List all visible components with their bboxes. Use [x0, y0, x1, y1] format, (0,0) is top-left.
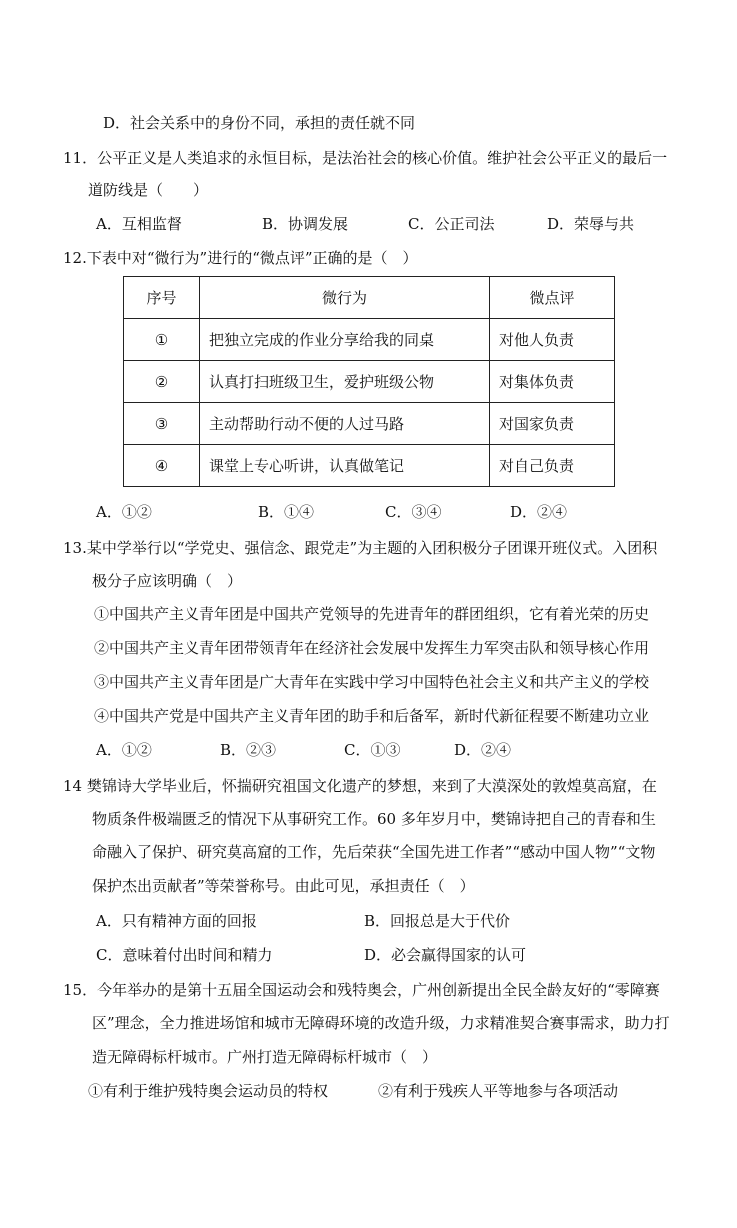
- q11-stem-line1: 11．公平正义是人类追求的永恒目标，是法治社会的核心价值。维护社会公平正义的最后一: [63, 149, 668, 167]
- q14-option-a: A．只有精神方面的回报: [96, 912, 257, 930]
- q12-table: [123, 276, 615, 487]
- table-cell-comment: 对国家负责: [490, 403, 615, 445]
- q13-statement-3: ③中国共产主义青年团是广大青年在实践中学习中国特色社会主义和共产主义的学校: [94, 673, 650, 691]
- q11-option-b: B．协调发展: [262, 215, 349, 233]
- q14-options-row1: [96, 911, 510, 931]
- table-row: [124, 361, 615, 403]
- q11-option-d: D．荣辱与共: [547, 215, 635, 233]
- q13-option-b: B．②③: [220, 741, 277, 759]
- table-row: [124, 319, 615, 361]
- q15-statements: [88, 1081, 618, 1101]
- q14-stem-line2: 物质条件极端匮乏的情况下从事研究工作。60 多年岁月中，樊锦诗把自己的青春和生: [92, 810, 656, 828]
- q11-options: [96, 214, 634, 234]
- q12-options: [96, 502, 567, 522]
- table-cell-number: ③: [124, 403, 200, 445]
- table-header-cell: 序号: [124, 277, 200, 319]
- q14-option-d: D．必会赢得国家的认可: [364, 946, 527, 964]
- table-cell-comment: 对他人负责: [490, 319, 615, 361]
- q13-options: [96, 740, 511, 760]
- q14-stem-line1: 14 樊锦诗大学毕业后，怀揣研究祖国文化遗产的梦想，来到了大漠深处的敦煌莫高窟，在: [63, 777, 657, 795]
- q12-option-d: D．②④: [510, 503, 568, 521]
- q12-stem: 12.下表中对“微行为”进行的“微点评”正确的是（ ）: [63, 249, 418, 267]
- q13-option-a: A．①②: [96, 741, 152, 759]
- table-row: [124, 403, 615, 445]
- table-cell-comment: 对集体负责: [490, 361, 615, 403]
- q11-stem-line2: 道防线是（ ）: [88, 181, 209, 199]
- q14-option-c: C．意味着付出时间和精力: [96, 946, 273, 964]
- q12-option-a: A．①②: [96, 503, 152, 521]
- q15-stem-line1: 15．今年举办的是第十五届全国运动会和残特奥会，广州创新提出全民全龄友好的“零障赛: [63, 981, 660, 999]
- q13-stem-line1: 13.某中学举行以“学党史、强信念、跟党走”为主题的入团积极分子团课开班仪式。入团积: [63, 539, 658, 557]
- q13-statement-1: ①中国共产主义青年团是中国共产党领导的先进青年的群团组织，它有着光荣的历史: [94, 605, 650, 623]
- q11-option-a: A．互相监督: [96, 215, 182, 233]
- table-cell-behavior: 主动帮助行动不便的人过马路: [200, 403, 490, 445]
- table-header-cell: 微行为: [200, 277, 490, 319]
- q14-options-row2: [96, 945, 526, 965]
- q12-option-b: B．①④: [258, 503, 315, 521]
- q14-option-b: B．回报总是大于代价: [364, 912, 511, 930]
- q12-option-c: C．③④: [385, 503, 442, 521]
- q10-option-d: D．社会关系中的身份不同，承担的责任就不同: [103, 114, 416, 132]
- table-cell-behavior: 认真打扫班级卫生，爱护班级公物: [200, 361, 490, 403]
- q15-stem-line3: 造无障碍标杆城市。广州打造无障碍标杆城市（ ）: [92, 1048, 438, 1066]
- q13-statement-2: ②中国共产主义青年团带领青年在经济社会发展中发挥生力军突击队和领导核心作用: [94, 639, 650, 657]
- q13-statement-4: ④中国共产党是中国共产主义青年团的助手和后备军，新时代新征程要不断建功立业: [94, 707, 650, 725]
- q14-stem-line3: 命融入了保护、研究莫高窟的工作，先后荣获“全国先进工作者”“感动中国人物”“文物: [92, 843, 656, 861]
- q15-statement-2: ②有利于残疾人平等地参与各项活动: [378, 1082, 619, 1100]
- table-header-row: [124, 277, 615, 319]
- table-cell-behavior: 课堂上专心听讲，认真做笔记: [200, 445, 490, 487]
- table-cell-behavior: 把独立完成的作业分享给我的同桌: [200, 319, 490, 361]
- q14-stem-line4: 保护杰出贡献者”等荣誉称号。由此可见，承担责任（ ）: [92, 877, 475, 895]
- q15-statement-1: ①有利于维护残特奥会运动员的特权: [88, 1082, 329, 1100]
- q11-option-c: C．公正司法: [408, 215, 495, 233]
- table-cell-comment: 对自己负责: [490, 445, 615, 487]
- q15-stem-line2: 区”理念，全力推进场馆和城市无障碍环境的改造升级，力求精准契合赛事需求，助力打: [92, 1014, 670, 1032]
- table-row: [124, 445, 615, 487]
- q13-option-c: C．①③: [344, 741, 401, 759]
- table-header-cell: 微点评: [490, 277, 615, 319]
- q13-stem-line2: 极分子应该明确（ ）: [92, 572, 243, 590]
- table-cell-number: ①: [124, 319, 200, 361]
- q13-option-d: D．②④: [454, 741, 512, 759]
- table-cell-number: ②: [124, 361, 200, 403]
- table-cell-number: ④: [124, 445, 200, 487]
